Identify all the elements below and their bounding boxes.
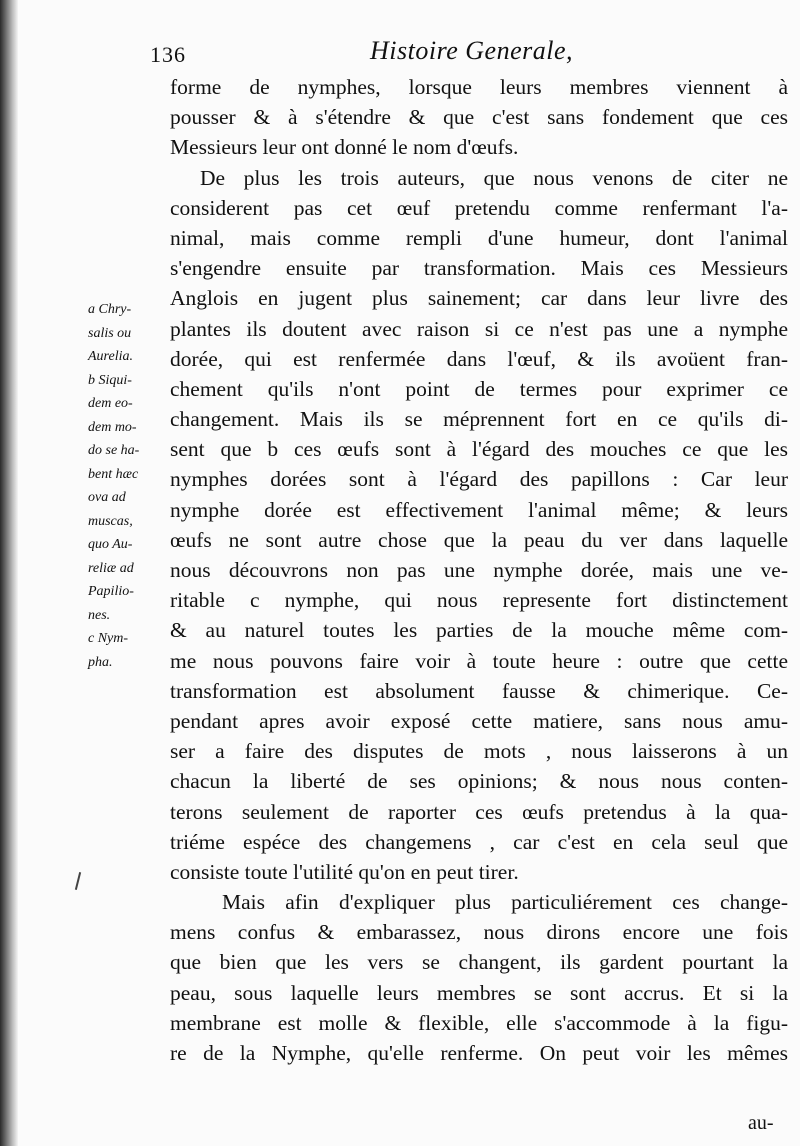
text-line: Mais afin d'expliquer plus particuliérement ces change- — [222, 890, 788, 915]
text-line: transformation est absolument fausse & chimerique. Ce- — [170, 678, 788, 703]
text-line: peau, sous laquelle leurs membres se sont accrus. Et si la — [170, 980, 788, 1005]
text-line: De plus les trois auteurs, que nous venons de citer ne — [200, 165, 788, 190]
marginal-note-line: quo Au- — [88, 537, 133, 552]
text-line: pendant apres avoir exposé cette matiere, sans nous amu- — [170, 708, 788, 733]
marginal-note-line: a Chry- — [88, 302, 132, 317]
text-line: sent que b ces œufs sont à l'égard des mouches ce que les — [170, 437, 788, 462]
marginal-note-line: bent hæc — [88, 466, 139, 482]
marginal-note-line: reliæ ad — [88, 560, 134, 576]
text-line: forme de nymphes, lorsque leurs membres viennent à — [170, 75, 788, 99]
marginal-note-line: Aurelia. — [88, 349, 133, 364]
marginal-note-line: muscas, — [88, 513, 133, 529]
text-line: ritable c nymphe, qui nous represente fort distinctement — [170, 588, 788, 613]
text-line: changement. Mais ils se méprennent fort en ce qu'ils di- — [170, 407, 788, 432]
text-line: que bien que les vers se changent, ils gardent pourtant la — [170, 950, 788, 975]
main-text-block — [170, 72, 788, 1068]
marginal-note-line: b Siqui- — [88, 372, 132, 388]
text-line: œufs ne sont autre chose que la peau du ver dans laquelle — [170, 527, 788, 552]
text-line: chacun la liberté de ses opinions; & nous nous conten- — [170, 769, 788, 794]
text-line: nous découvrons non pas une nymphe dorée, mais une ve- — [170, 558, 788, 582]
text-line: plantes ils doutent avec raison si ce n'est pas une a nymphe — [170, 316, 788, 341]
ink-mark — [75, 872, 81, 890]
marginal-note-line: c Nym- — [88, 631, 129, 646]
marginal-note-line: dem eo- — [88, 396, 133, 411]
text-line: membrane est molle & flexible, elle s'accommode à la figu- — [170, 1010, 788, 1035]
marginal-note-line: nes. — [88, 607, 111, 623]
text-line: nymphes dorées sont à l'égard des papillons : Car leur — [170, 467, 788, 492]
catchword: au- — [748, 1112, 774, 1134]
marginal-note-line: dem mo- — [88, 419, 137, 435]
text-line: chement qu'ils n'ont point de termes pour exprimer ce — [170, 376, 788, 401]
text-line: mens confus & embarassez, nous dirons encore une fois — [170, 920, 788, 945]
marginal-note-line: Papilio- — [88, 584, 134, 599]
text-line: considerent pas cet œuf pretendu comme renfermant l'a- — [170, 195, 788, 220]
text-line: nymphe dorée est effectivement l'animal même; & leurs — [170, 497, 788, 522]
text-line: pousser & à s'étendre & que c'est sans fondement que ces — [170, 105, 788, 130]
marginal-note-line: pha. — [88, 654, 113, 670]
text-line: re de la Nymphe, qu'elle renferme. On peut voir les mêmes — [170, 1041, 788, 1065]
marginal-note-line: ova ad — [88, 490, 126, 505]
text-line: me nous pouvons faire voir à toute heure : outre que cette — [170, 648, 788, 673]
text-line: triéme espéce des changemens , car c'est en cela seul que — [170, 829, 788, 854]
page-number: 136 — [150, 42, 186, 67]
text-line: consiste toute l'utilité qu'on en peut tirer. — [170, 859, 519, 884]
text-line: Anglois en jugent plus sainement; car dans leur livre des — [170, 286, 788, 311]
marginal-note-line: do se ha- — [88, 443, 140, 458]
text-line: terons seulement de raporter ces œufs pretendus à la qua- — [170, 799, 788, 824]
text-line: & au naturel toutes les parties de la mouche même com- — [170, 618, 788, 643]
text-line: dorée, qui est renfermée dans l'œuf, & ils avoüent fran- — [170, 346, 788, 371]
text-line: s'engendre ensuite par transformation. Mais ces Messieurs — [170, 256, 788, 281]
marginal-note-line: salis ou — [88, 325, 132, 341]
text-line: nimal, mais comme rempli d'une humeur, dont l'animal — [170, 225, 788, 250]
marginal-notes — [88, 298, 178, 674]
binding-gutter — [0, 0, 18, 1146]
text-line: Messieurs leur ont donné le nom d'œufs. — [170, 135, 519, 160]
text-line: ser a faire des disputes de mots , nous laisserons à un — [170, 739, 788, 764]
running-title: Histoire Generale, — [370, 36, 573, 65]
